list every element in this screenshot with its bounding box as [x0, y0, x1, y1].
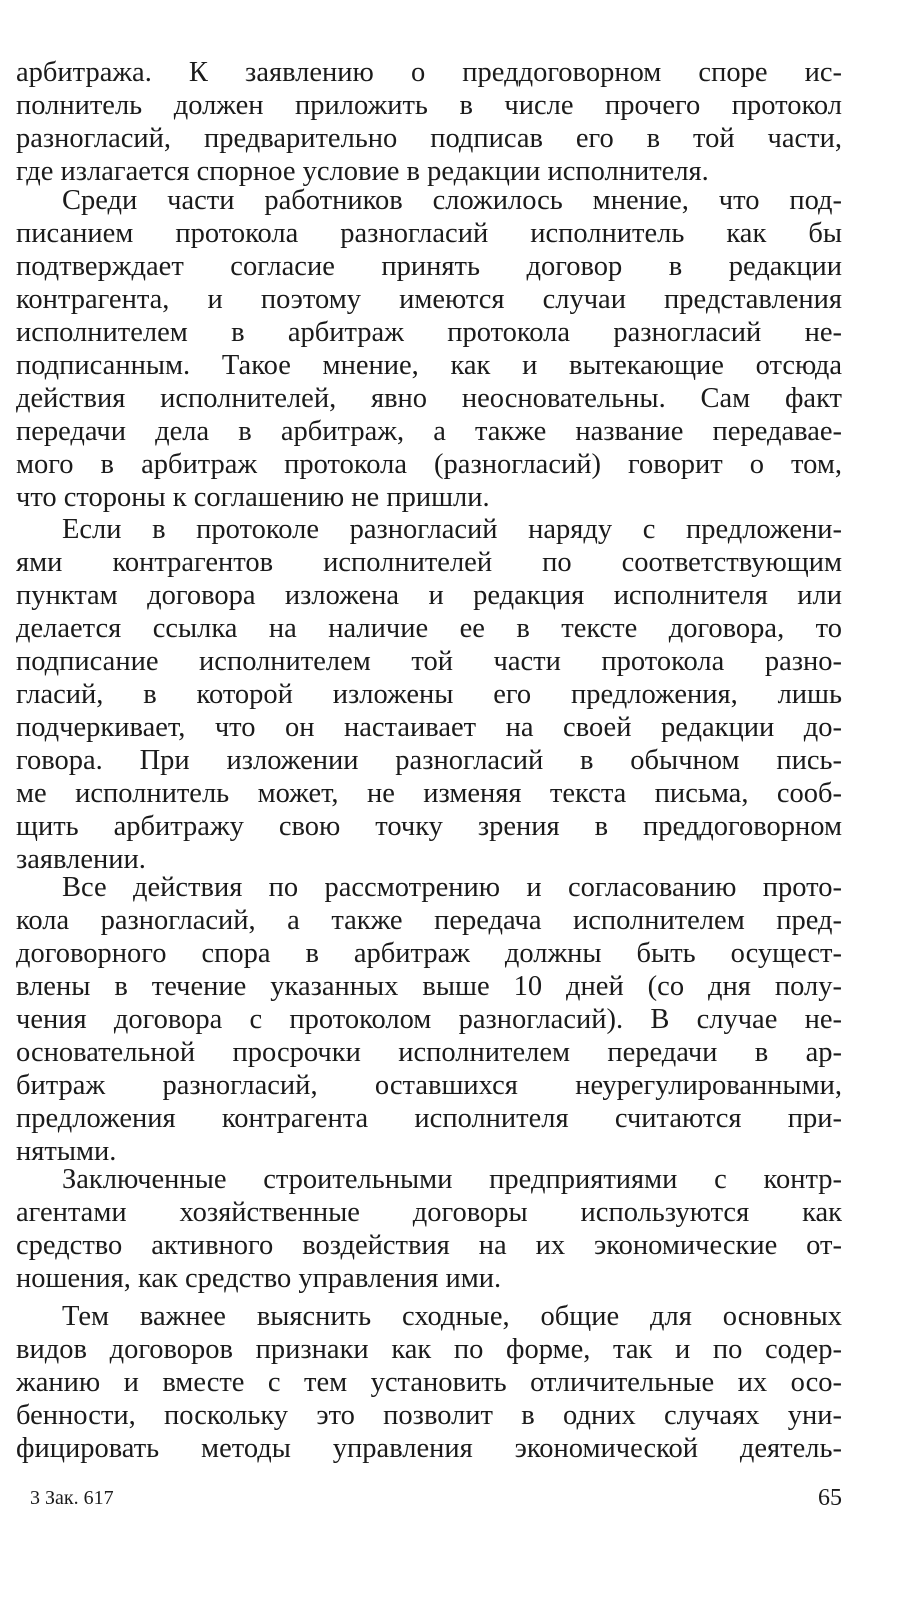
text-line: жанию и вместе с тем установить отличительные их осо-	[16, 1367, 842, 1398]
text-line: Тем важнее выяснить сходные, общие для основных	[62, 1301, 842, 1332]
text-line: мого в арбитраж протокола (разногласий) говорит о том,	[16, 449, 842, 480]
text-line: писанием протокола разногласий исполнитель как бы	[16, 218, 842, 249]
text-line: нятыми.	[16, 1136, 117, 1167]
text-line: пунктам договора изложена и редакция исполнителя или	[16, 580, 842, 611]
text-line: предложения контрагента исполнителя считаются при-	[16, 1103, 842, 1134]
text-line: разногласий, предварительно подписав его в той части,	[16, 123, 842, 154]
text-line: средство активного воздействия на их экономические от-	[16, 1230, 842, 1261]
text-line: действия исполнителей, явно неосновательны. Сам факт	[16, 383, 842, 414]
text-line: Заключенные строительными предприятиями с контр-	[62, 1164, 842, 1195]
text-line: контрагента, и поэтому имеются случаи представления	[16, 284, 842, 315]
text-line: фицировать методы управления экономической деятель-	[16, 1433, 842, 1464]
text-line: где излагается спорное условие в редакции исполнителя.	[16, 156, 709, 187]
text-line: подчеркивает, что он настаивает на своей редакции до-	[16, 712, 842, 743]
text-line: ме исполнитель может, не изменяя текста письма, сооб-	[16, 778, 842, 809]
text-line: заявлении.	[16, 844, 146, 875]
text-line: полнитель должен приложить в числе прочего протокол	[16, 90, 842, 121]
text-line: подтверждает согласие принять договор в редакции	[16, 251, 842, 282]
text-line: подписанным. Такое мнение, как и вытекающие отсюда	[16, 350, 842, 381]
text-line: делается ссылка на наличие ее в тексте договора, то	[16, 613, 842, 644]
text-line: основательной просрочки исполнителем передачи в ар-	[16, 1037, 842, 1068]
text-line: исполнителем в арбитраж протокола разногласий не-	[16, 317, 842, 348]
text-line: битраж разногласий, оставшихся неурегулированными,	[16, 1070, 842, 1101]
text-line: что стороны к соглашению не пришли.	[16, 482, 490, 513]
text-line: Все действия по рассмотрению и согласованию прото-	[62, 872, 842, 903]
text-line: чения договора с протоколом разногласий). В случае не-	[16, 1004, 842, 1035]
text-line: щить арбитражу свою точку зрения в преддоговорном	[16, 811, 842, 842]
page-number: 65	[818, 1485, 842, 1511]
text-line: видов договоров признаки как по форме, так и по содер-	[16, 1334, 842, 1365]
text-line: кола разногласий, а также передача исполнителем пред-	[16, 905, 842, 936]
text-line: договорного спора в арбитраж должны быть осущест-	[16, 938, 842, 969]
text-line: бенности, поскольку это позволит в одних случаях уни-	[16, 1400, 842, 1431]
text-line: гласий, в которой изложены его предложения, лишь	[16, 679, 842, 710]
text-line: Если в протоколе разногласий наряду с предложени-	[62, 514, 842, 545]
text-line: говора. При изложении разногласий в обычном пись-	[16, 745, 842, 776]
text-line: арбитража. К заявлению о преддоговорном споре ис-	[16, 57, 842, 88]
text-line: ями контрагентов исполнителей по соответствующим	[16, 547, 842, 578]
text-line: влены в течение указанных выше 10 дней (со дня полу-	[16, 971, 842, 1002]
text-line: Среди части работников сложилось мнение, что под-	[62, 185, 842, 216]
text-line: подписание исполнителем той части протокола разно-	[16, 646, 842, 677]
text-line: ношения, как средство управления ими.	[16, 1263, 502, 1294]
printer-signature: 3 Зак. 617	[30, 1487, 114, 1509]
text-line: передачи дела в арбитраж, а также название передавае-	[16, 416, 842, 447]
text-line: агентами хозяйственные договоры используются как	[16, 1197, 842, 1228]
